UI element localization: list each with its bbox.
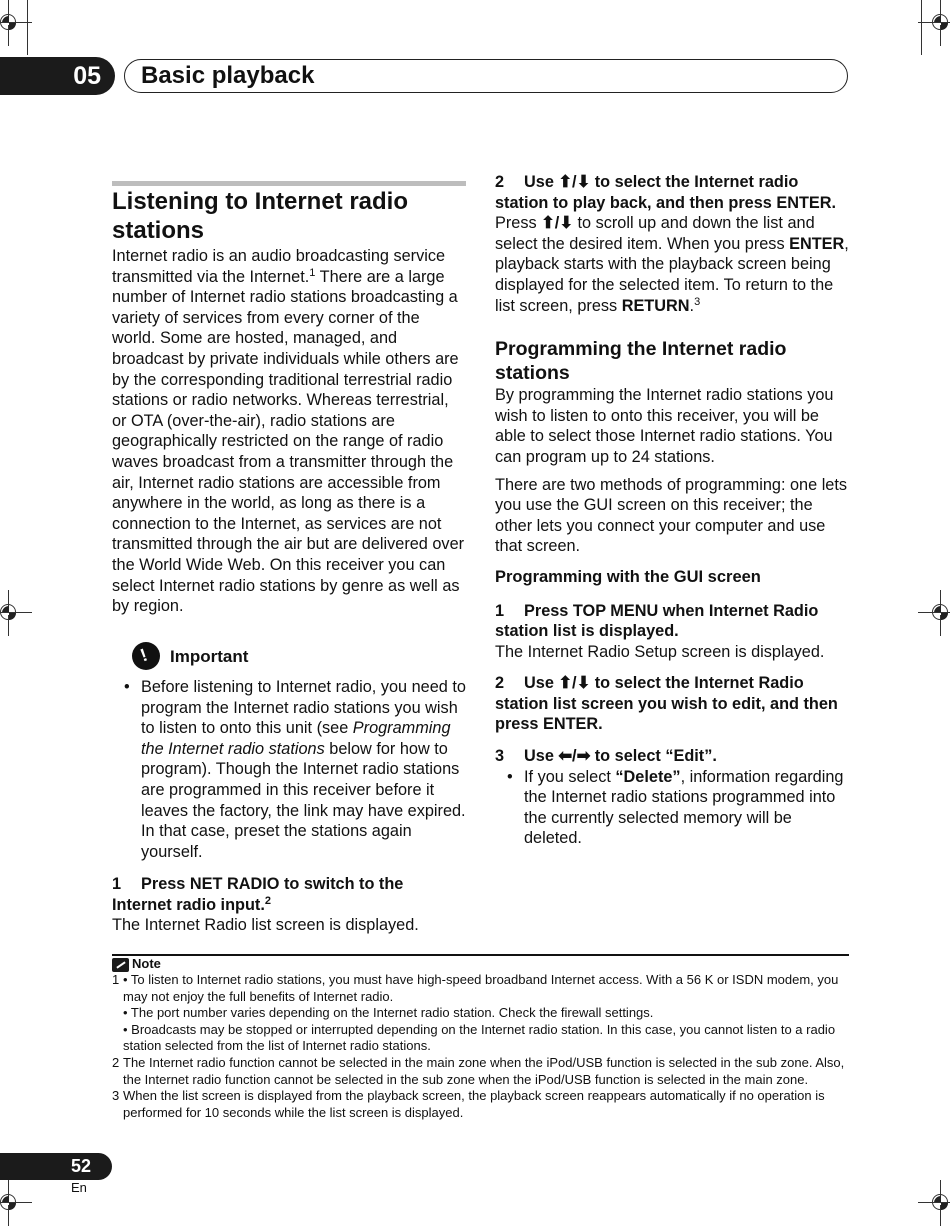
footnote-ref-2: 2: [264, 894, 271, 907]
gui-step-1-body: The Internet Radio Setup screen is displayed.: [495, 642, 825, 661]
footnotes: [112, 972, 849, 1121]
up-down-arrow-icon: ⬆/⬇: [541, 214, 573, 233]
programming-paragraph-2: There are two methods of programming: one lets you use the GUI screen on this receiver; the other lets you connect your computer and use that screen.: [495, 475, 848, 556]
important-label: Important: [170, 647, 249, 666]
step-1-body: The Internet Radio list screen is displayed.: [112, 916, 419, 935]
chapter-number-tab: [0, 57, 115, 95]
right-column: [495, 172, 849, 849]
page-number: 52: [70, 1156, 91, 1176]
step-2-body: Press ⬆/⬇ to scroll up and down the list and select the desired item. When you press ENTER, playback starts with the playback screen being displayed for the selected item. To return to the list screen, press RETURN.$^3$: [495, 214, 849, 315]
programming-paragraph-1: By programming the Internet radio stations you wish to listen to onto this receiver, you will be able to select those Internet radio stations. You can program up to 24 stations.: [495, 386, 834, 466]
gui-step-3-bullet: • If you select “Delete”, information regarding the Internet radio stations programmed into the currently selected memory will be deleted.: [507, 767, 844, 848]
footnote-ref-1: 1: [309, 266, 316, 279]
left-step-1: [112, 874, 466, 936]
programming-heading: Programming the Internet radio stations: [495, 338, 787, 385]
crop-mark-bottom-right: [930, 1192, 950, 1214]
section-rule: [112, 181, 466, 186]
step-2-title: 2 Use ⬆/⬇ to select the Internet radio station to play back, and then press ENTER.: [495, 173, 837, 212]
gui-subheading: Programming with the GUI screen: [495, 567, 761, 586]
trim-line-top-right: [921, 0, 922, 55]
cross-reference: Programming the Internet radio stations: [141, 719, 451, 758]
note-pencil-icon: [112, 958, 129, 972]
left-column: [112, 187, 466, 617]
crop-mark-top-right: [930, 12, 950, 34]
gui-step-1-title: 1 Press TOP MENU when Internet Radio station list is displayed.: [495, 601, 819, 641]
section-heading: Listening to Internet radio stations: [112, 188, 409, 244]
important-bullet: • Before listening to Internet radio, you need to program the Internet radio stations you wish to listen to onto this unit (see Programming the Internet radio stations below for how to program). Though the Internet radio stations are programmed in this receiver before it leaves the factory, the link may have expired. In that case, preset the stations again yourself.: [124, 678, 466, 861]
step-1-title: 1 Press NET RADIO to switch to the Internet radio input.$^2$: [112, 875, 404, 914]
notes-rule: [112, 954, 849, 956]
crop-mark-mid-left: [0, 602, 20, 624]
important-icon: [132, 642, 160, 670]
important-box: [112, 677, 466, 862]
left-right-arrow-icon: ⬅/➡: [558, 747, 591, 766]
footnote-3: 3 When the list screen is displayed from the playback screen, the playback screen reappears automatically if no operation is performed for 10 seconds while the list screen is displayed.: [112, 1088, 825, 1120]
page-number-tab: [0, 1153, 112, 1180]
chapter-title: Basic playback: [141, 62, 315, 89]
crop-mark-bottom-left: [0, 1192, 20, 1214]
crop-mark-top-left: [0, 12, 20, 34]
gui-step-2-title: 2 Use ⬆/⬇ to select the Internet Radio station list screen you wish to edit, and then press ENTER.: [495, 674, 838, 734]
trim-line-top-left: [27, 0, 28, 55]
intro-paragraph: Internet radio is an audio broadcasting service transmitted via the Internet.$^1$ There are a large number of Internet radio stations broadcasting a variety of services from every corner of the world. Some are hosted, managed, and broadcast by private individuals while others are by the corresponding traditional terrestrial radio stations or radio networks. Whereas terrestrial, or OTA (over-the-air), radio stations are geographically restricted on the range of radio waves broadcast from a transmitter through the air, Internet radio stations are accessible from anywhere in the world, as long as there is a connection to the Internet, as services are not transmitted through the air but are delivered over the World Wide Web. On this receiver you can select Internet radio stations by genre as well as by region.: [112, 247, 465, 616]
footnote-ref-3: 3: [694, 295, 701, 308]
chapter-number: 05: [73, 61, 101, 90]
notes-label: Note: [132, 956, 161, 971]
up-down-arrow-icon: ⬆/⬇: [558, 173, 591, 191]
page-language: En: [71, 1180, 87, 1195]
up-down-arrow-icon: ⬆/⬇: [558, 674, 591, 693]
footnote-2: 2 The Internet radio function cannot be selected in the main zone when the iPod/USB function is selected in the sub zone. Also, the Internet radio function cannot be selected in the sub zone when the iPod/USB function is selected in the main zone.: [112, 1054, 845, 1087]
gui-step-3-title: 3 Use ⬅/➡ to select “Edit”.: [495, 747, 717, 766]
crop-mark-mid-right: [930, 602, 950, 624]
footnote-1: 1 • To listen to Internet radio stations, you must have high-speed broadband Internet access. With a 56 K or ISDN modem, you may not enjoy the full benefits of Internet radio. • The port number varies depending on the Internet radio station. Check the firewall settings. • Broadcasts may be stopped or interrupted depending on the Internet radio station. In this case, you cannot listen to a radio station selected from the list of Internet radio stations.: [112, 972, 839, 1054]
